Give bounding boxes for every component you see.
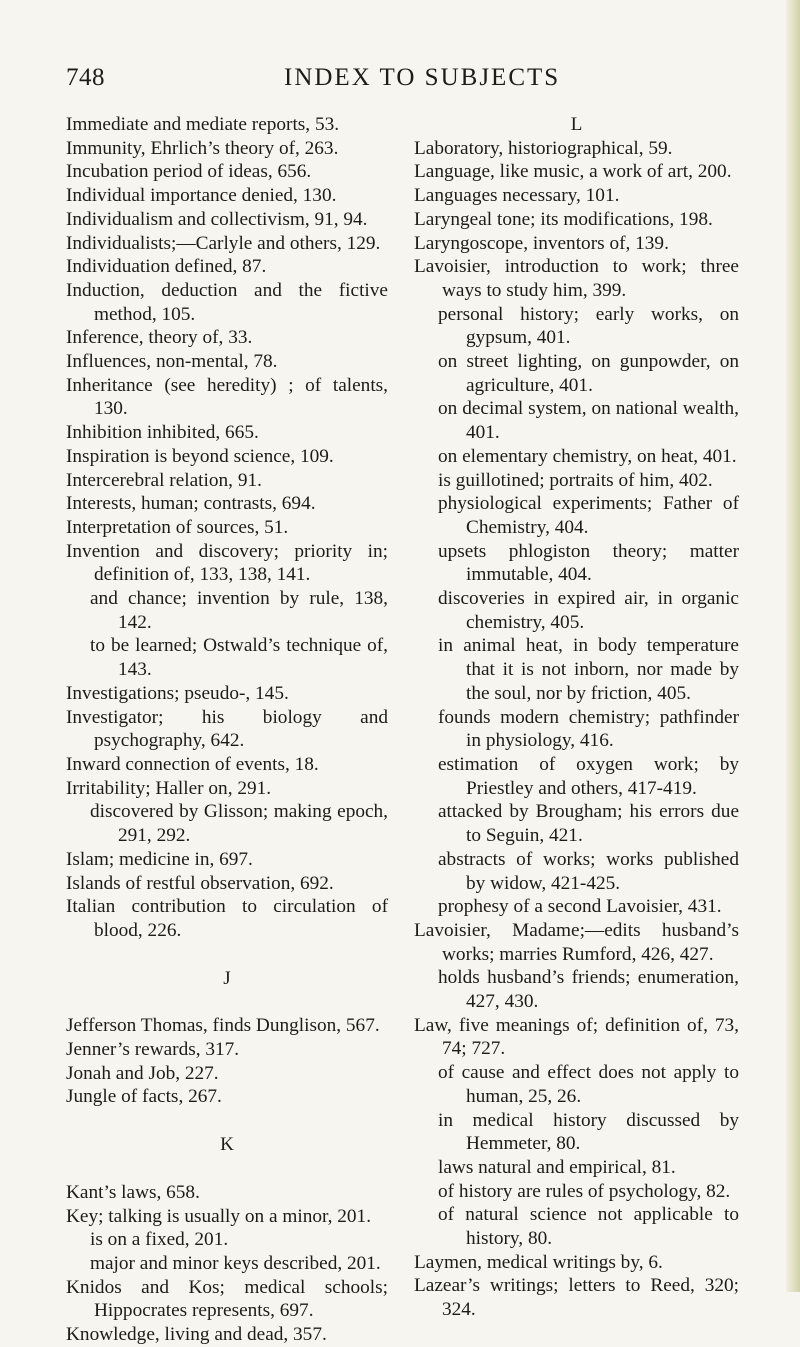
index-subentry: is guillotined; portraits of him, 402.: [438, 469, 713, 491]
index-entry: Induction, deduction and the fictive method, 105.: [66, 279, 388, 325]
index-subentry: founds modern chemistry; pathfinder in physiology, 416.: [438, 706, 739, 752]
index-entry: Inward connection of events, 18.: [66, 753, 319, 775]
index-subentry: is on a fixed, 201.: [90, 1229, 229, 1251]
index-entry: Lavoisier, Madame;—edits husband’s works; marries Rumford, 426, 427.: [414, 919, 739, 965]
index-subentry: personal history; early works, on gypsum, 401.: [438, 303, 739, 349]
index-entry: Intercerebral relation, 91.: [66, 469, 262, 491]
index-subentry: estimation of oxygen work; by Priestley and others, 417-419.: [438, 753, 739, 799]
index-subentry: attacked by Brougham; his errors due to Seguin, 421.: [438, 801, 739, 847]
index-subentry: on elementary chemistry, on heat, 401.: [438, 445, 737, 467]
index-entry: Key; talking is usually on a minor, 201.: [66, 1205, 372, 1227]
running-head: INDEX TO SUBJECTS: [284, 64, 561, 91]
index-entry: Laboratory, historiographical, 59.: [414, 137, 673, 159]
index-entry: Inhibition inhibited, 665.: [66, 422, 259, 444]
index-subentry: major and minor keys described, 201.: [90, 1252, 381, 1274]
index-entry: Investigations; pseudo-, 145.: [66, 682, 289, 704]
index-entry: Immediate and mediate reports, 53.: [66, 114, 340, 135]
index-subentry: discovered by Glisson; making epoch, 291, 292.: [90, 801, 388, 847]
index-entry: Jenner’s rewards, 317.: [66, 1039, 240, 1061]
index-subentry: on decimal system, on national wealth, 401.: [438, 398, 739, 444]
index-subentry: in animal heat, in body temperature that it is not inborn, nor made by the soul, nor by friction, 405.: [438, 635, 739, 704]
section-letter: J: [223, 967, 231, 989]
index-entry: Islands of restful observation, 692.: [66, 872, 334, 894]
index-entry: Languages necessary, 101.: [414, 185, 620, 207]
index-entry: Individual importance denied, 130.: [66, 185, 337, 207]
index-subentry: on street lighting, on gunpowder, on agriculture, 401.: [438, 351, 739, 396]
index-entry: Lavoisier, introduction to work; three ways to study him, 399.: [414, 256, 739, 301]
right-index-column: [414, 113, 739, 1322]
index-entry: Laryngeal tone; its modifications, 198.: [414, 208, 713, 230]
index-entry: Laymen, medical writings by, 6.: [414, 1251, 663, 1273]
index-entry: Individualists;—Carlyle and others, 129.: [66, 232, 381, 254]
index-entry: Invention and discovery; priority in; definition of, 133, 138, 141.: [66, 540, 388, 586]
index-subentry: discoveries in expired air, in organic chemistry, 405.: [438, 588, 739, 633]
section-letter: L: [570, 114, 583, 135]
index-entry: Islam; medicine in, 697.: [66, 848, 253, 870]
index-entry: Inference, theory of, 33.: [66, 327, 253, 349]
index-entry: Lazear’s writings; letters to Reed, 320; 324.: [414, 1275, 739, 1321]
index-entry: Irritability; Haller on, 291.: [66, 777, 272, 799]
index-entry: Jefferson Thomas, finds Dunglison, 567.: [66, 1015, 380, 1037]
index-subentry: abstracts of works; works published by widow, 421-425.: [438, 848, 739, 894]
index-subentry: of history are rules of psychology, 82.: [438, 1180, 731, 1202]
index-entry: Italian contribution to circulation of blood, 226.: [66, 896, 388, 941]
index-entry: Incubation period of ideas, 656.: [66, 161, 312, 183]
index-entry: Knowledge, living and dead, 357.: [66, 1324, 327, 1346]
index-entry: Law, five meanings of; definition of, 73, 74; 727.: [414, 1014, 739, 1060]
index-entry: Inspiration is beyond science, 109.: [66, 445, 334, 467]
index-subentry: upsets phlogiston theory; matter immutable, 404.: [438, 540, 739, 586]
left-index-column: [66, 113, 388, 1347]
index-subentry: to be learned; Ostwald’s technique of, 143.: [90, 635, 388, 681]
index-entry: Investigator; his biology and psychography, 642.: [66, 706, 388, 752]
index-entry: Kant’s laws, 658.: [66, 1181, 200, 1203]
index-entry: Influences, non-mental, 78.: [66, 351, 278, 373]
index-subentry: prophesy of a second Lavoisier, 431.: [438, 896, 722, 918]
index-entry: Individualism and collectivism, 91, 94.: [66, 208, 368, 230]
index-entry: Immunity, Ehrlich’s theory of, 263.: [66, 137, 339, 159]
index-subentry: in medical history discussed by Hemmeter, 80.: [438, 1109, 739, 1155]
index-entry: Interpretation of sources, 51.: [66, 516, 289, 538]
index-entry: Jungle of facts, 267.: [66, 1086, 222, 1108]
index-entry: Inheritance (see heredity) ; of talents, 130.: [66, 374, 388, 420]
index-entry: Laryngoscope, inventors of, 139.: [414, 232, 669, 254]
page-number: 748: [66, 64, 105, 91]
index-entry: Knidos and Kos; medical schools; Hippocrates represents, 697.: [66, 1276, 388, 1322]
index-subentry: laws natural and empirical, 81.: [438, 1156, 676, 1178]
page-header: [0, 64, 800, 104]
index-subentry: and chance; invention by rule, 138, 142.: [90, 588, 388, 633]
page-edge-shadow: [786, 0, 800, 1292]
index-entry: Individuation defined, 87.: [66, 256, 267, 278]
index-entry: Jonah and Job, 227.: [66, 1062, 219, 1084]
index-subentry: holds husband’s friends; enumeration, 427, 430.: [438, 967, 739, 1013]
section-letter: K: [220, 1134, 234, 1156]
index-subentry: of cause and effect does not apply to human, 25, 26.: [438, 1062, 739, 1107]
index-entry: Language, like music, a work of art, 200.: [414, 161, 732, 183]
index-subentry: of natural science not applicable to history, 80.: [438, 1204, 739, 1250]
index-entry: Interests, human; contrasts, 694.: [66, 493, 316, 515]
index-subentry: physiological experiments; Father of Chemistry, 404.: [438, 493, 739, 538]
